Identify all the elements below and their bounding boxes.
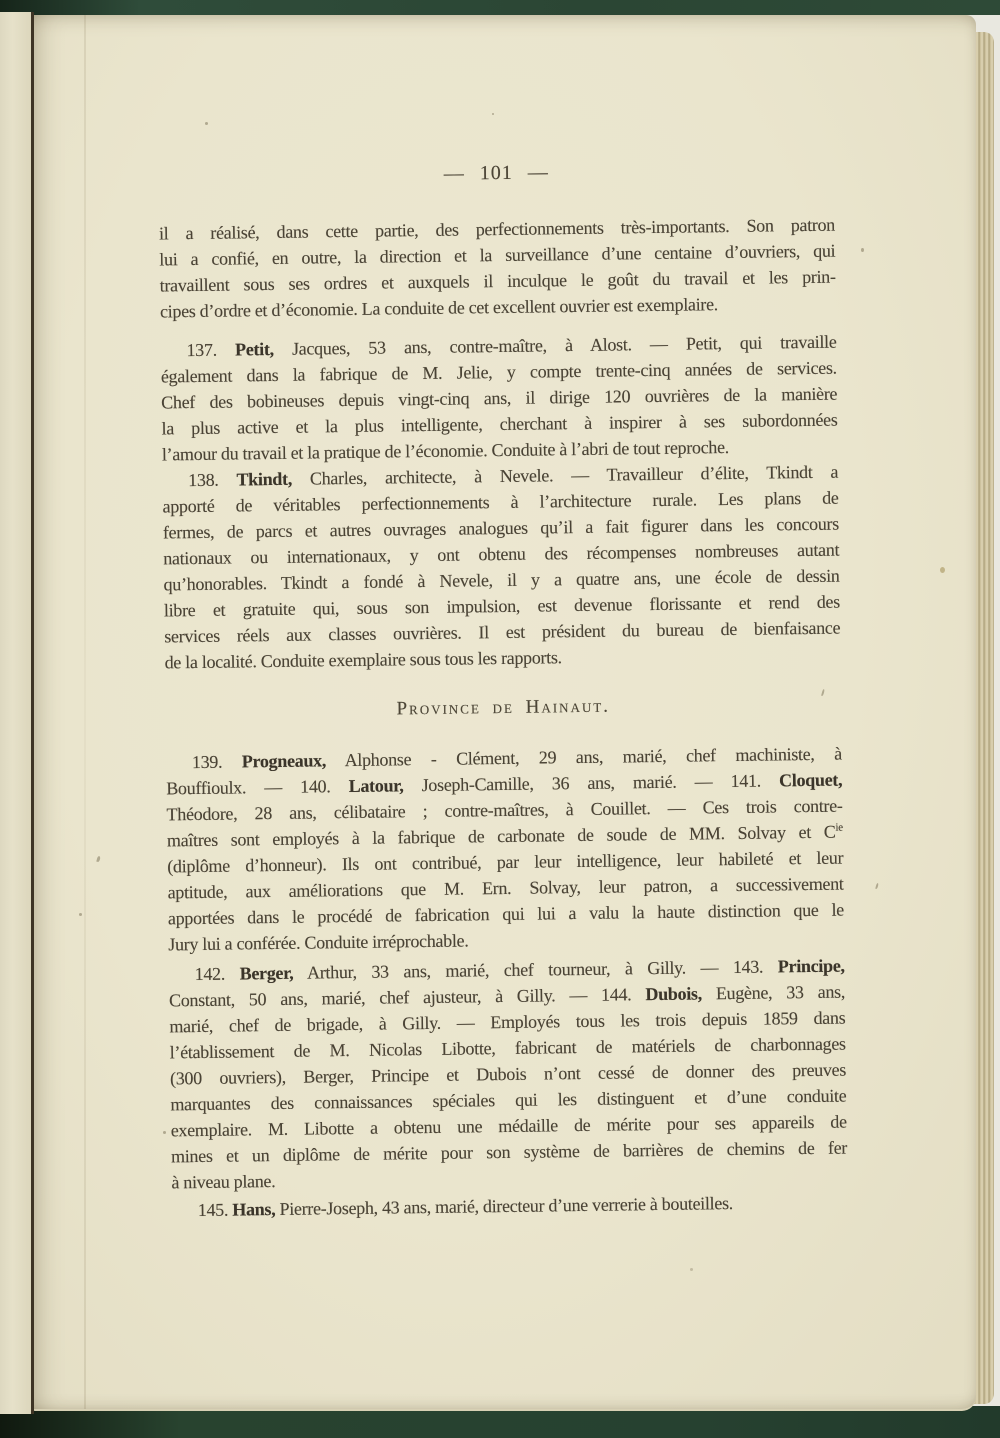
text-line: 137. Petit, Jacques, 53 ans, contre-maître, à Alost. — Petit, qui travaille [186,331,837,361]
text-line: marquantes des connaissances spéciales qui les distinguent et d’une conduite [170,1085,847,1115]
scan-speck [690,1268,693,1271]
text-line: mines et un diplôme de mérite pour son système de barrières de chemins de fer [170,1137,848,1167]
text-line: Théodore, 28 ans, célibataire ; contre-maîtres, à Couillet. — Ces trois contre- [166,795,843,825]
text-line: Constant, 50 ans, marié, chef ajusteur, à Gilly. — 144. Dubois, Eugène, 33 ans, [168,981,846,1011]
text-line: de la localité. Conduite exemplaire sous tous les rapports. [164,647,562,673]
text-block [158,156,848,1224]
paragraph [166,741,845,958]
text-line: il a réalisé, dans cette partie, des perfectionnements très-importants. Son patron [158,214,836,244]
paragraph [169,953,848,1196]
text-line: nationaux ou internationaux, y ont obtenu des récompenses nombreuses autant [163,539,840,569]
scan-speck [940,567,945,573]
text-line: à niveau plane. [171,1171,276,1193]
text-line: maîtres sont employés à la fabrique de carbonate de soude de MM. Solvay et $C^{ie}$ [166,821,843,851]
page-number: — 101 — [443,161,549,185]
text-line: Chef des bobineuses depuis vingt-cinq ans, il dirige 120 ouvrières de la manière [161,383,838,413]
scan-speck [492,113,494,115]
paragraph-container [159,212,848,1224]
text-line: Jury lui a conférée. Conduite irréprochable. [168,930,469,955]
text-line: 139. Progneaux, Alphonse - Clément, 29 ans, marié, chef machiniste, à [191,743,842,773]
text-line: (300 ouvriers), Berger, Principe et Dubois n’ont cessé de donner des preuves [169,1059,847,1089]
paragraph [159,212,836,325]
scanned-book-page [32,15,976,1411]
text-line: exemplaire. M. Libotte a obtenu une médaille de mérite pour ses appareils de [170,1111,847,1141]
text-line: apportées dans le procédé de fabrication qui lui a valu la haute distinction que le [167,899,845,929]
text-line: cipes d’ordre et d’économie. La conduite de cet excellent ouvrier est exemplaire. [159,294,719,322]
scan-speck [79,913,82,916]
text-line: également dans la fabrique de M. Jelie, y compte trente-cinq années de services. [160,357,837,387]
text-line: apporté de véritables perfectionnements à l’architecture rurale. Les plans de [162,487,839,517]
paragraph [162,459,841,676]
text-line: travaillent sous ses ordres et auxquels il inculque le goût du travail et les prin- [159,266,836,296]
text-line: 142. Berger, Arthur, 33 ans, marié, chef tourneur, à Gilly. — 143. Principe, [194,955,845,985]
text-line: qu’honorables. Tkindt a fondé à Nevele, il y a quatre ans, une école de dessin [163,565,840,595]
scan-speck [861,248,864,252]
text-line: libre et gratuite qui, sous son impulsion, est devenue florissante et rend des [163,591,841,621]
text-line: fermes, de parcs et autres ouvrages analogues qu’il a fait figurer dans les concours [162,513,839,543]
text-line: la plus active et la plus intelligente, cherchant à inspirer à ses subordonnées [161,409,838,439]
scan-speck [205,122,208,125]
scan-speck [875,883,878,889]
text-line: l’amour du travail et la pratique de l’économie. Conduite à l’abri de tout reproche. [161,437,730,465]
text-line: l’établissement de M. Nicolas Libotte, fabricant de matériels de charbonnages [169,1033,846,1063]
scan-speck [163,1131,166,1134]
book-cover-top-edge [0,0,1000,15]
text-line: aptitude, aux améliorations que M. Ern. Solvay, leur patron, a successivement [167,873,844,903]
previous-page-edge [0,12,34,1414]
text-line: services réels aux classes ouvrières. Il est président du bureau de bienfaisance [164,617,841,647]
text-line: 145. Hans, Pierre-Joseph, 43 ans, marié, directeur d’une verrerie à bouteilles. [197,1193,734,1221]
text-line: 138. Tkindt, Charles, architecte, à Nevele. — Travailleur d’élite, Tkindt a [188,461,839,491]
section-heading: Province de Hainaut. [396,695,611,720]
text-line: lui a confié, en outre, la direction et la surveillance d’une centaine d’ouvriers, qui [159,240,836,270]
text-line: marié, chef de brigade, à Gilly. — Employés tous les trois depuis 1859 dans [169,1007,846,1037]
text-line: Bouffioulx. — 140. Latour, Joseph-Camille, 36 ans, marié. — 141. Cloquet, [166,769,843,799]
text-line: (diplôme d’honneur). Ils ont contribué, par leur intelligence, leur habileté et leur [167,847,844,877]
paragraph [160,329,838,468]
scan-speck [96,856,100,863]
